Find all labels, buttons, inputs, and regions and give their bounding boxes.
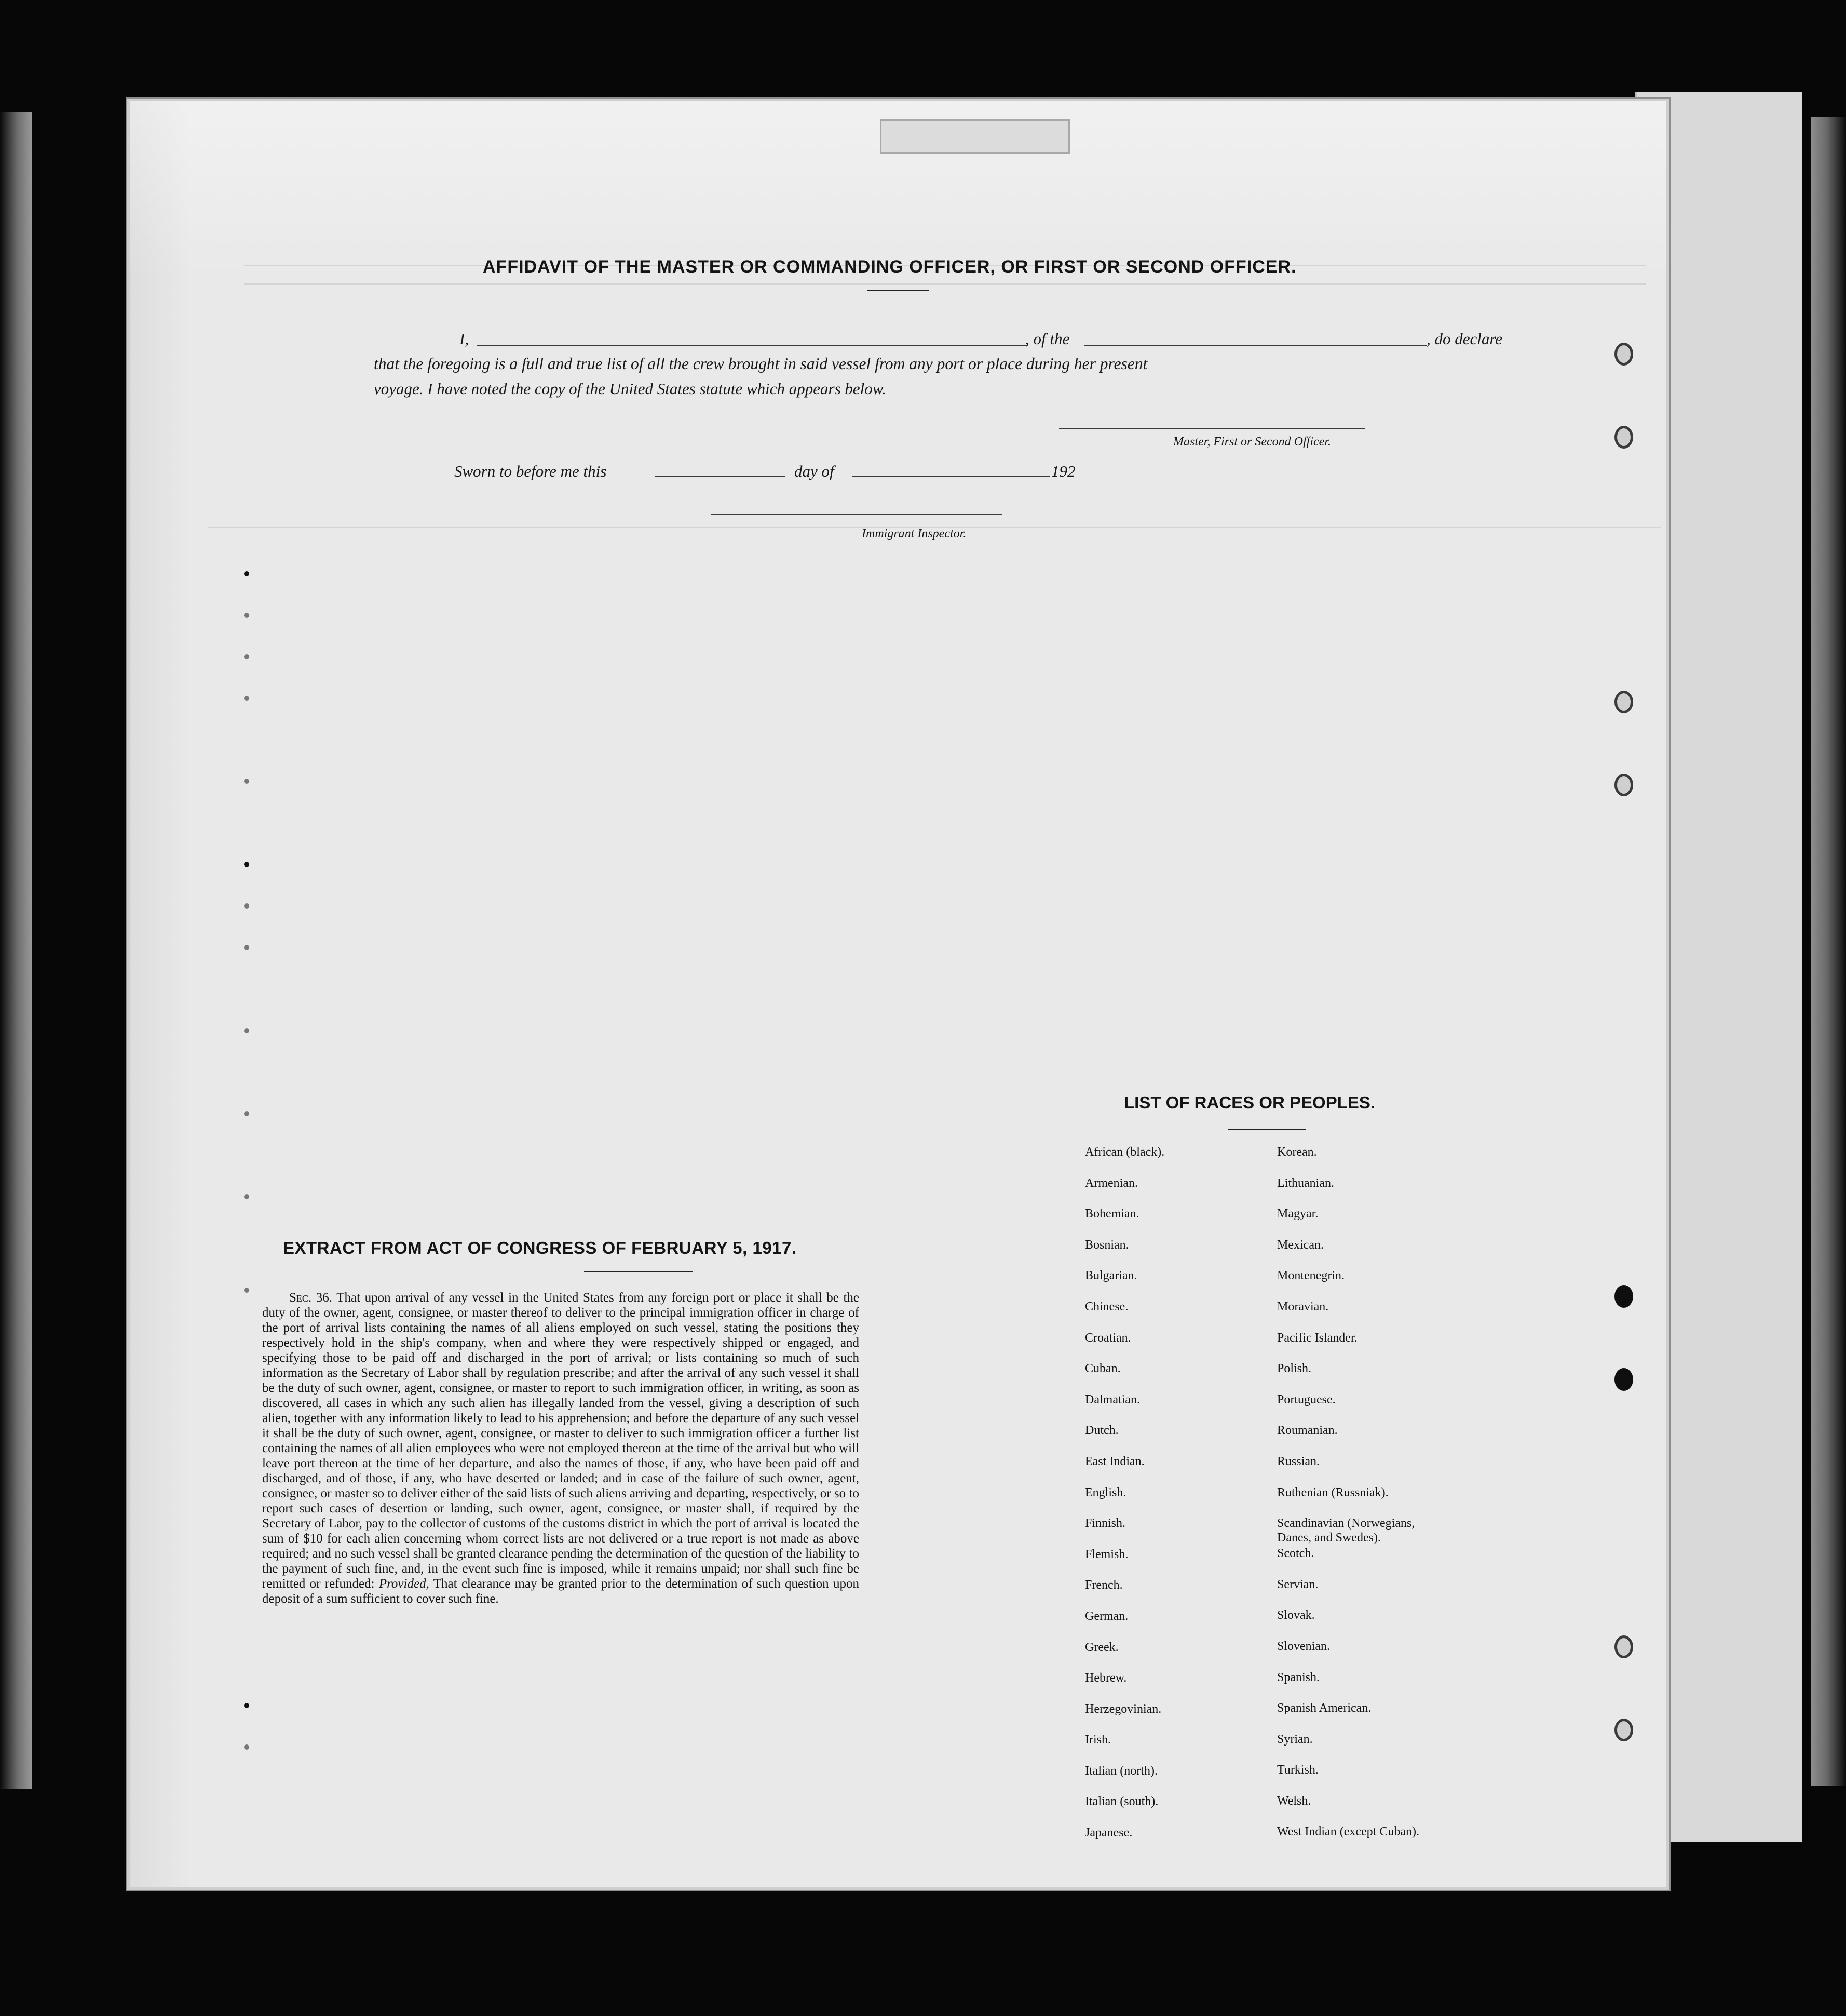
margin-dot bbox=[244, 1028, 249, 1033]
signature-line[interactable] bbox=[1059, 428, 1365, 429]
race-item: Russian. bbox=[1277, 1454, 1320, 1468]
races-right-column bbox=[1277, 1145, 1479, 1856]
torn-tab bbox=[880, 119, 1070, 154]
race-item: Korean. bbox=[1277, 1145, 1317, 1159]
race-item: Flemish. bbox=[1085, 1547, 1129, 1561]
race-item: Irish. bbox=[1085, 1733, 1111, 1747]
race-item: Armenian. bbox=[1085, 1176, 1138, 1190]
affidavit-line-2: that the foregoing is a full and true list of all the crew brought in said vessel from any port or place during her present bbox=[374, 355, 1148, 373]
punch-hole bbox=[1614, 343, 1633, 366]
margin-dot bbox=[244, 654, 249, 659]
statute-text bbox=[262, 1290, 859, 1606]
punch-hole bbox=[1614, 1368, 1633, 1391]
margin-dot bbox=[244, 696, 249, 701]
races-rule bbox=[1228, 1129, 1306, 1130]
race-item: Spanish American. bbox=[1277, 1701, 1372, 1715]
races-title: LIST OF RACES OR PEOPLES. bbox=[1124, 1093, 1376, 1112]
race-item: Scotch. bbox=[1277, 1547, 1314, 1561]
statute-body: That upon arrival of any vessel in the United States from any foreign port or place it shall be the duty of the owner, agent, consignee, or master thereof to deliver to the principal immigration officer in charge of the port of arrival lists containing the names of all aliens employed on such vessel, stating the positions they respectively hold in the ship's company, when and where they were respectively shipped or engaged, and specifying those to be paid off and discharged in the port of arrival; or lists containing so much of such information as the Secretary of Labor shall by regulation prescribe; and after the arrival of any such vessel it shall be the duty of such owner, agent, consignee, or master to report to such immigration officer, in writing, as soon as discovered, all cases in which any such alien has illegally landed from the vessel, giving a description of such alien, together with any information likely to lead to his apprehension; and before the departure of any such vessel it shall be the duty of such owner, agent, consignee, or master to deliver to such immigration officer a further list containing the names of all alien employees who were not employed thereon at the time of the arrival but who will leave port thereon at the time of her departure, and also the names of those, if any, who have been paid off and discharged, and of those, if any, who have deserted or landed; and in case of the failure of such owner, agent, consignee, or master so to deliver either of the said lists of such aliens arriving and departing, respectively, or so to report such cases of desertion or landing, such owner, agent, consignee, or master shall, if required by the Secretary of Labor, pay to the collector of customs of the customs district in which the port of arrival is located the sum of $10 for each alien concerning whom correct lists are not delivered or a true report is not made as above required; and no such vessel shall be granted clearance pending the determination of the question of the liability to the payment of such fine, and, in the event such fine is imposed, while it remains unpaid; nor shall such fine be remitted or refunded: bbox=[262, 1291, 859, 1591]
affidavit-title: AFFIDAVIT OF THE MASTER OR COMMANDING OFFICER, OR FIRST OR SECOND OFFICER. bbox=[483, 257, 1297, 277]
affidavit-do-declare-label: , do declare bbox=[1427, 330, 1503, 348]
punch-hole bbox=[1614, 1285, 1633, 1308]
punch-hole bbox=[1614, 774, 1633, 796]
provided-label: Provided, bbox=[378, 1577, 429, 1591]
race-item: Herzegovinian. bbox=[1085, 1702, 1162, 1716]
race-item: Mexican. bbox=[1277, 1238, 1324, 1252]
margin-dot bbox=[244, 903, 249, 909]
inspector-signature-line[interactable] bbox=[711, 514, 1002, 515]
race-item: Finnish. bbox=[1085, 1517, 1126, 1531]
race-item: Greek. bbox=[1085, 1640, 1119, 1654]
affidavit-of-the-label: , of the bbox=[1025, 330, 1070, 348]
race-item: Dutch. bbox=[1085, 1424, 1119, 1438]
margin-dot bbox=[244, 1744, 249, 1750]
margin-dot bbox=[244, 862, 249, 867]
race-item: East Indian. bbox=[1085, 1454, 1145, 1468]
race-item: Dalmatian. bbox=[1085, 1392, 1140, 1406]
margin-dot bbox=[244, 1111, 249, 1116]
race-item: Welsh. bbox=[1277, 1794, 1311, 1808]
race-item: Chinese. bbox=[1085, 1300, 1129, 1314]
race-item: Pacific Islander. bbox=[1277, 1331, 1358, 1345]
race-item: Magyar. bbox=[1277, 1207, 1319, 1221]
section-label: Sec. 36. bbox=[289, 1291, 333, 1305]
affidavit-i-label: I, bbox=[459, 330, 469, 348]
race-item: French. bbox=[1085, 1578, 1123, 1592]
day-blank[interactable] bbox=[655, 476, 785, 477]
race-item: Bosnian. bbox=[1085, 1238, 1129, 1252]
statute-body-end: That clearance may be granted prior to the determination of such question upon deposit of a sum sufficient to cover such fine. bbox=[262, 1577, 859, 1606]
sworn-label: Sworn to before me this bbox=[454, 462, 607, 480]
race-item: German. bbox=[1085, 1609, 1129, 1623]
bleed-through-rule bbox=[244, 283, 1646, 285]
races-left-column bbox=[1085, 1145, 1272, 1857]
race-item: Ruthenian (Russniak). bbox=[1277, 1485, 1389, 1499]
margin-dot bbox=[244, 945, 249, 950]
margin-dot bbox=[244, 571, 249, 576]
race-item: Moravian. bbox=[1277, 1300, 1329, 1314]
race-item: Scandinavian (Norwegians, Danes, and Swedes). bbox=[1277, 1517, 1415, 1545]
punch-hole bbox=[1614, 691, 1633, 713]
signature-caption: Master, First or Second Officer. bbox=[1173, 435, 1331, 449]
race-item: Slovak. bbox=[1277, 1608, 1315, 1622]
race-item: Syrian. bbox=[1277, 1732, 1313, 1746]
race-item: Spanish. bbox=[1277, 1670, 1320, 1684]
title-rule bbox=[867, 290, 929, 291]
margin-dot bbox=[244, 1288, 249, 1293]
race-item: English. bbox=[1085, 1485, 1126, 1499]
race-item: Hebrew. bbox=[1085, 1671, 1127, 1685]
race-item: Montenegrin. bbox=[1277, 1269, 1345, 1283]
punch-hole bbox=[1614, 426, 1633, 449]
race-item: Cuban. bbox=[1085, 1362, 1121, 1376]
extract-title: EXTRACT FROM ACT OF CONGRESS OF FEBRUARY 5, 1917. bbox=[283, 1238, 797, 1257]
name-blank[interactable] bbox=[477, 345, 1027, 346]
inspector-caption: Immigrant Inspector. bbox=[862, 527, 967, 540]
margin-dot bbox=[244, 1194, 249, 1199]
margin-dot bbox=[244, 613, 249, 618]
race-item: Italian (north). bbox=[1085, 1764, 1158, 1778]
race-item: Italian (south). bbox=[1085, 1795, 1159, 1809]
race-item: Croatian. bbox=[1085, 1331, 1131, 1345]
margin-dot bbox=[244, 1703, 249, 1708]
race-item: Servian. bbox=[1277, 1577, 1319, 1591]
extract-rule bbox=[584, 1271, 693, 1272]
race-item: Slovenian. bbox=[1277, 1639, 1330, 1653]
race-item: Roumanian. bbox=[1277, 1424, 1338, 1438]
margin-dot bbox=[244, 779, 249, 784]
race-item: African (black). bbox=[1085, 1145, 1165, 1159]
vessel-blank[interactable] bbox=[1084, 345, 1427, 346]
race-item: Bulgarian. bbox=[1085, 1269, 1137, 1283]
adjacent-page-right bbox=[1811, 117, 1846, 1786]
day-of-label: day of bbox=[794, 462, 834, 480]
race-item: Turkish. bbox=[1277, 1763, 1319, 1777]
race-item: Japanese. bbox=[1085, 1826, 1133, 1840]
race-item: Bohemian. bbox=[1085, 1207, 1139, 1221]
month-blank[interactable] bbox=[852, 476, 1050, 477]
year-label: 192 bbox=[1051, 462, 1076, 480]
race-item: Polish. bbox=[1277, 1362, 1312, 1376]
race-item: Lithuanian. bbox=[1277, 1176, 1334, 1190]
affidavit-line-3: voyage. I have noted the copy of the United States statute which appears below. bbox=[374, 380, 886, 398]
race-item: West Indian (except Cuban). bbox=[1277, 1825, 1419, 1839]
document-page bbox=[127, 99, 1669, 1890]
punch-hole bbox=[1614, 1635, 1633, 1658]
race-item: Portuguese. bbox=[1277, 1392, 1336, 1406]
punch-hole bbox=[1614, 1719, 1633, 1741]
adjacent-page-left bbox=[0, 112, 32, 1789]
